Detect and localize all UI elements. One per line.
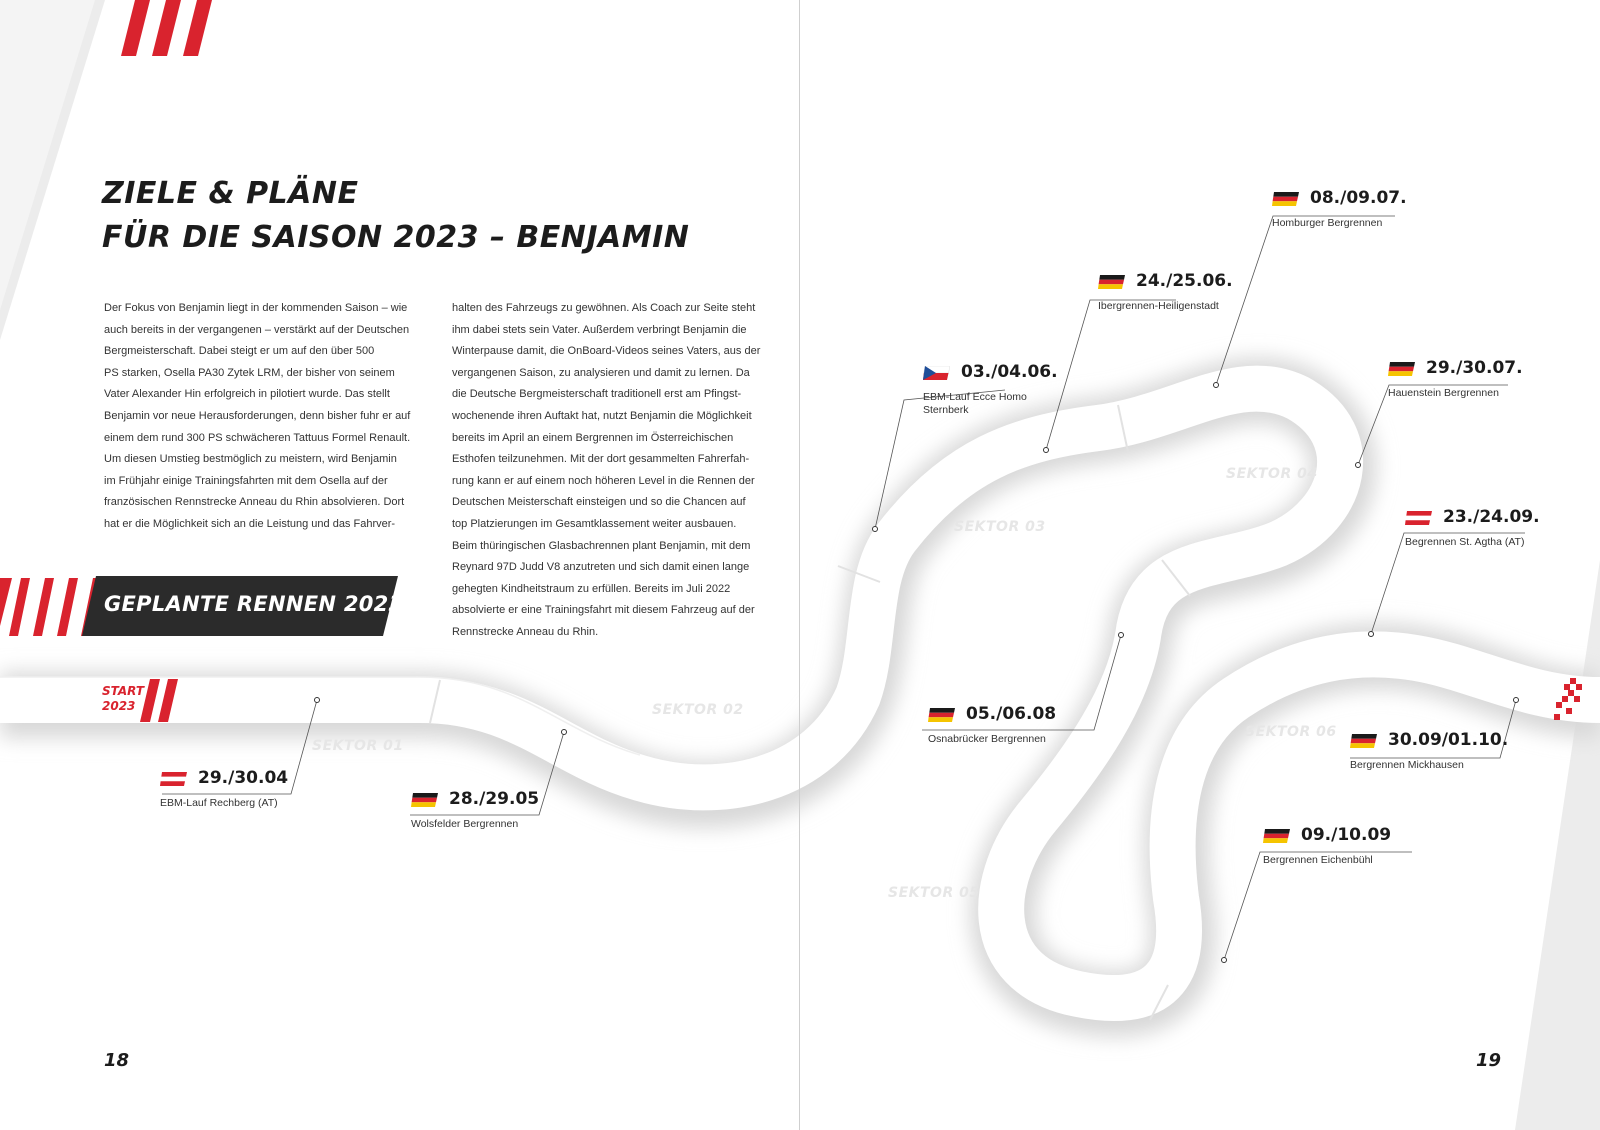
de-flag-icon	[928, 708, 955, 722]
race-date: 08./09.07.	[1310, 188, 1407, 208]
de-flag-icon	[1388, 362, 1415, 376]
body-text-line: Reynard 97D Judd V8 anzutreten und sich damit einen lange	[452, 561, 750, 574]
sector-label-05: SEKTOR 05	[888, 885, 980, 901]
start-line-1: START	[102, 684, 145, 698]
body-text-line: vergangenen Saison, zu analysieren und damit zu lernen. Da	[452, 366, 750, 379]
race-date: 29./30.07.	[1426, 358, 1523, 378]
race-date: 24./25.06.	[1136, 271, 1233, 291]
body-text-line: Benjamin vor neue Herausforderungen, denn bisher fuhr er auf	[104, 409, 411, 422]
race-name	[923, 391, 1027, 417]
sector-label-04: SEKTOR 04	[1226, 466, 1318, 482]
body-text-line: hat er die Möglichkeit sich an die Leistung und das Fahrver-	[104, 517, 396, 530]
start-label	[102, 684, 144, 714]
page-number-right: 19	[1476, 1050, 1502, 1071]
race-name: EBM-Lauf Rechberg (AT)	[160, 797, 278, 809]
body-text-line: wochenende ihren Auftakt hat, nutzt Benjamin die Möglichkeit	[452, 409, 752, 422]
race-date: 23./24.09.	[1443, 507, 1540, 527]
de-flag-icon	[411, 793, 438, 807]
body-text-line: rung kann er auf einem noch höheren Level in die Rennen der	[452, 474, 755, 487]
right-edge-shade	[1515, 560, 1600, 1130]
race-name: Bergrennen Mickhausen	[1350, 759, 1464, 771]
body-text-line: Esthofen teilzunehmen. Mit der dort gesammelten Fahrerfah-	[452, 453, 750, 466]
body-text-line: Um diesen Umstieg bestmöglich zu meistern, wird Benjamin	[104, 453, 397, 466]
body-text-line: halten des Fahrzeugs zu gewöhnen. Als Coach zur Seite steht	[452, 302, 756, 314]
race-name: Begrennen St. Agtha (AT)	[1405, 536, 1525, 548]
race-date: 03./04.06.	[961, 362, 1058, 382]
body-text-line: ihm dabei stets sein Vater. Außerdem verbringt Benjamin die	[452, 323, 747, 336]
body-text-line: Vater Alexander Hin erfolgreich in pilotiert wurde. Das stellt	[104, 388, 390, 401]
top-racing-stripes	[121, 0, 212, 56]
race-name-line: EBM-Lauf Ecce Homo	[923, 391, 1027, 403]
race-name: Hauenstein Bergrennen	[1388, 387, 1499, 399]
body-text-line: Rennstrecke Anneau du Rhin.	[452, 625, 599, 638]
body-column-2	[452, 298, 761, 644]
de-flag-icon	[1272, 192, 1299, 206]
de-flag-icon	[1098, 275, 1125, 289]
body-text-line: top Platzierungen im Gesamtklassement weiter ausbauen.	[452, 517, 737, 530]
race-name: Wolsfelder Bergrennen	[411, 818, 519, 830]
sector-label-06: SEKTOR 06	[1245, 724, 1337, 740]
race-name: Bergrennen Eichenbühl	[1263, 854, 1373, 866]
body-text-line: Der Fokus von Benjamin liegt in der kommenden Saison – wie	[104, 302, 408, 314]
race-date: 30.09/01.10.	[1388, 730, 1509, 750]
body-text-line: die Deutsche Bergmeisterschaft traditionell erst am Pfingst-	[452, 388, 742, 401]
page-spine	[799, 0, 800, 1130]
body-text-line: Beim thüringischen Glasbachrennen plant Benjamin, mit dem	[452, 539, 751, 552]
start-line-2: 2023	[102, 699, 136, 713]
left-edge-shade-inner	[0, 0, 95, 310]
race-name-line: Sternberk	[923, 404, 969, 416]
race-name: Osnabrücker Bergrennen	[928, 733, 1046, 745]
de-flag-icon	[1263, 829, 1290, 843]
sector-label-01: SEKTOR 01	[312, 738, 404, 754]
cz-flag-icon	[923, 366, 950, 380]
race-date: 29./30.04	[198, 768, 289, 788]
body-text-line: Deutschen Meisterschaft einsteigen und so die Chancen auf	[452, 496, 746, 509]
body-text-line: einem dem rund 300 PS schwächeren Tattuus Formel Renault.	[104, 431, 411, 444]
body-text-line: gehegten Kindheitstraum zu erfüllen. Bereits im Juli 2022	[452, 582, 731, 595]
race-date: 05./06.08	[966, 704, 1057, 724]
body-text-line: Winterpause damit, die OnBoard-Videos seines Vaters, aus der	[452, 345, 761, 358]
race-date: 28./29.05	[449, 789, 540, 809]
de-flag-icon	[1350, 734, 1377, 748]
at-flag-icon	[160, 772, 187, 786]
body-column-1	[104, 298, 411, 536]
race-name: Homburger Bergrennen	[1272, 217, 1383, 229]
page-title	[102, 172, 689, 260]
sector-label-02: SEKTOR 02	[652, 702, 744, 718]
body-text-line: bereits im April an einem Bergrennen im Österreichischen	[452, 431, 734, 444]
race-name: Ibergrennen-Heiligenstadt	[1098, 300, 1219, 312]
body-text-line: im Frühjahr einige Trainingsfahrten mit dem Osella auf der	[104, 474, 388, 487]
page-number-left: 18	[104, 1050, 130, 1071]
banner-label: GEPLANTE RENNEN 2023	[104, 592, 404, 616]
title-line-1: ZIELE & PLÄNE	[102, 176, 359, 211]
body-text-line: Bergmeisterschaft. Dabei steigt er um auf den über 500	[104, 345, 375, 358]
body-text-line: PS starken, Osella PA30 Zytek LRM, der bisher von seinem	[104, 366, 395, 379]
race-date: 09./10.09	[1301, 825, 1392, 845]
body-text-line: französischen Rennstrecke Anneau du Rhin absolvieren. Dort	[104, 496, 405, 509]
body-text-line: auch bereits in der vergangenen – verstärkt auf der Deutschen	[104, 323, 410, 336]
body-text-line: absolvierte er eine Trainingsfahrt mit diesem Fahrzeug auf der	[452, 604, 755, 617]
sector-label-03: SEKTOR 03	[954, 519, 1046, 535]
title-line-2: FÜR DIE SAISON 2023 – BENJAMIN	[102, 220, 690, 255]
at-flag-icon	[1405, 511, 1432, 525]
